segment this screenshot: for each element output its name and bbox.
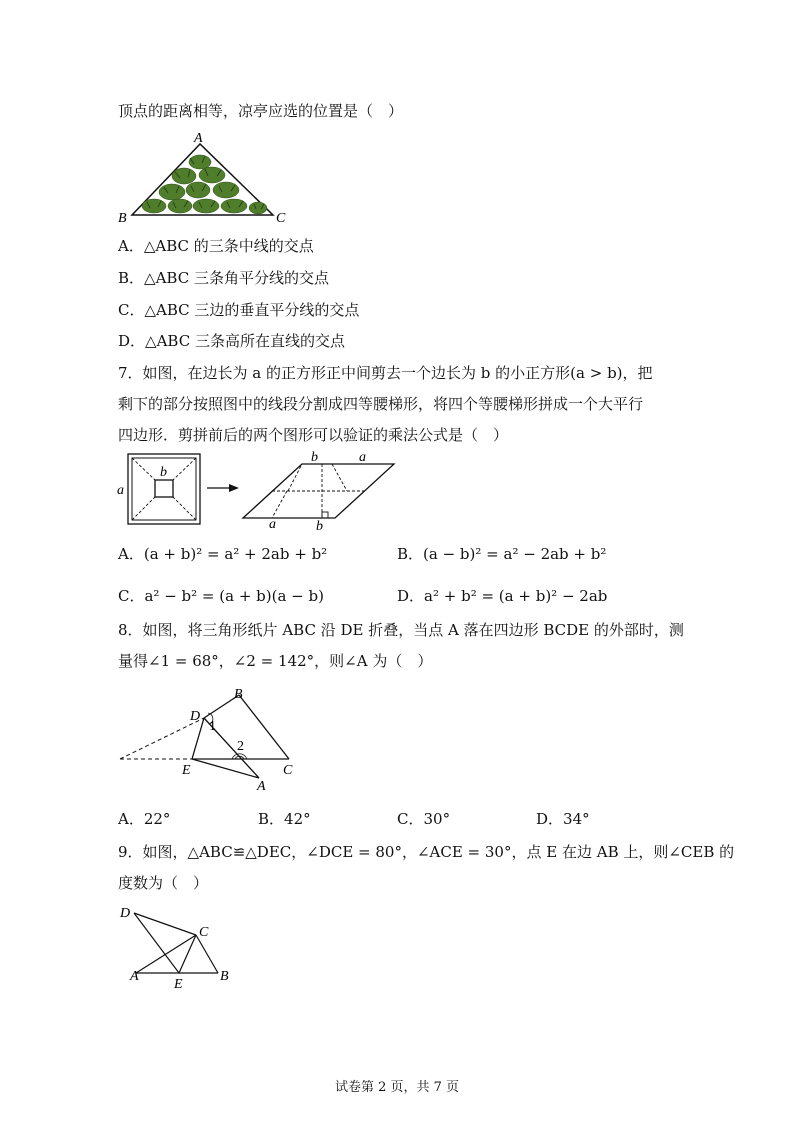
- q8-label-A: A: [257, 779, 266, 794]
- page-footer: 试卷第 2 页，共 7 页: [334, 1080, 460, 1095]
- q6-option-a[interactable]: A．△ABC 的三条中线的交点: [118, 237, 314, 255]
- q7-stem-line1: 7．如图，在边长为 a 的正方形正中间剪去一个边长为 b 的小正方形(a > b)，把: [118, 364, 653, 382]
- q8-option-a[interactable]: A．22°: [118, 810, 171, 828]
- q7-para-label-b-bottom: b: [316, 519, 323, 534]
- q7-para-label-b-top: b: [311, 450, 318, 465]
- q9-stem-line2: 度数为（ ）: [118, 874, 209, 892]
- q9-label-D: D: [120, 906, 131, 921]
- q7-stem-line3: 四边形．剪拼前后的两个图形可以验证的乘法公式是（ ）: [118, 426, 509, 444]
- q8-label-E: E: [182, 763, 191, 778]
- q7-stem-line2: 剩下的部分按照图中的线段分割成四等腰梯形，将四个等腰梯形拼成一个大平行: [118, 395, 644, 413]
- q8-fold-figure: [114, 682, 304, 794]
- q6-label-A: A: [194, 131, 203, 146]
- q6-option-c[interactable]: C．△ABC 三边的垂直平分线的交点: [118, 301, 360, 319]
- q8-label-D: D: [190, 709, 201, 724]
- q7-square-label-a: a: [117, 483, 124, 498]
- q8-option-d[interactable]: D．34°: [536, 810, 590, 828]
- q7-option-c[interactable]: C．a² − b² = (a + b)(a − b): [118, 587, 324, 605]
- q7-square-label-b: b: [160, 465, 167, 480]
- q9-label-A: A: [130, 969, 139, 984]
- q7-option-d[interactable]: D．a² + b² = (a + b)² − 2ab: [397, 587, 608, 605]
- q9-stem-line1: 9．如图，△ABC≌△DEC，∠DCE = 80°，∠ACE = 30°，点 E 在边 AB 上，则∠CEB 的: [118, 843, 735, 861]
- q8-option-c[interactable]: C．30°: [397, 810, 451, 828]
- q7-option-b[interactable]: B．(a − b)² = a² − 2ab + b²: [397, 545, 607, 563]
- q8-label-C: C: [283, 763, 293, 778]
- q8-label-2: 2: [237, 739, 244, 754]
- q8-option-b[interactable]: B．42°: [258, 810, 311, 828]
- q9-congruent-figure: [114, 902, 244, 994]
- q6-option-b[interactable]: B．△ABC 三条角平分线的交点: [118, 269, 329, 287]
- q7-option-a[interactable]: A．(a + b)² = a² + 2ab + b²: [118, 545, 328, 563]
- q7-para-label-a-top: a: [359, 450, 366, 465]
- q8-stem-line2: 量得∠1 = 68°，∠2 = 142°，则∠A 为（ ）: [118, 652, 433, 670]
- q9-label-E: E: [174, 977, 183, 992]
- q8-label-B: B: [234, 687, 243, 702]
- q9-label-B: B: [220, 969, 229, 984]
- q6-label-B: B: [118, 211, 127, 226]
- q7-para-label-a-bottom: a: [269, 517, 276, 532]
- q6-label-C: C: [276, 211, 286, 226]
- q9-label-C: C: [199, 925, 209, 940]
- q6-stem-tail: 顶点的距离相等，凉亭应选的位置是（ ）: [118, 102, 404, 120]
- q7-figures: [115, 448, 405, 534]
- q8-label-1: 1: [209, 719, 216, 734]
- q6-triangle-figure: [114, 130, 294, 226]
- q8-stem-line1: 8．如图，将三角形纸片 ABC 沿 DE 折叠，当点 A 落在四边形 BCDE 的外部时，测: [118, 621, 684, 639]
- q6-option-d[interactable]: D．△ABC 三条高所在直线的交点: [118, 332, 345, 350]
